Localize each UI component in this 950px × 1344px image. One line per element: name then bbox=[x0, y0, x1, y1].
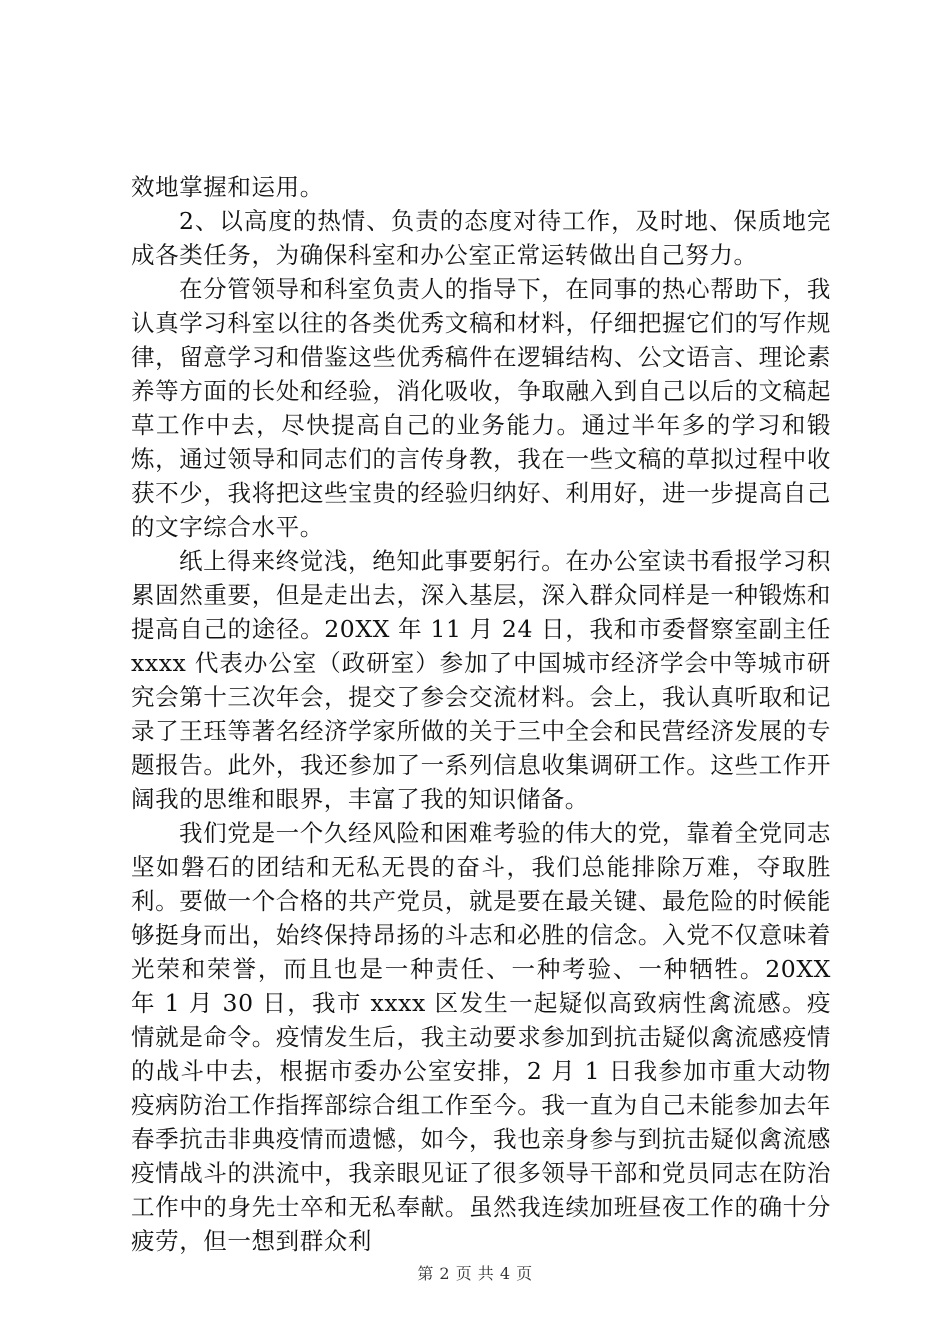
paragraph-practice: 纸上得来终觉浅，绝知此事要躬行。在办公室读书看报学习积累固然重要，但是走出去，深入基层，深入群众同样是一种锻炼和提高自己的途径。20XX 年 11 月 24 日，我和市委督察室副主任 xxxx 代表办公室（政研室）参加了中国城市经济学会中等城市研究会第十三次年会，提交了参会交流材料。会上，我认真听取和记录了王珏等著名经济学家所做的关于三中全会和民营经济发展的专题报告。此外，我还参加了一系列信息收集调研工作。这些工作开阔我的思维和眼界，丰富了我的知识储备。 bbox=[131, 547, 831, 813]
paragraph-party: 我们党是一个久经风险和困难考验的伟大的党，靠着全党同志坚如磐石的团结和无私无畏的奋斗，我们总能排除万难，夺取胜利。要做一个合格的共产党员，就是要在最关键、最危险的时候能够挺身而出，始终保持昂扬的斗志和必胜的信念。入党不仅意味着光荣和荣誉，而且也是一种责任、一种考验、一种牺牲。20XX 年 1 月 30 日，我市 xxxx 区发生一起疑似高致病性禽流感。疫情就是命令。疫情发生后，我主动要求参加到抗击疑似禽流感疫情的战斗中去，根据市委办公室安排，2 月 1 日我参加市重大动物疫病防治工作指挥部综合组工作至今。我一直为自己未能参加去年春季抗击非典疫情而遗憾，如今，我也亲身参与到抗击疑似禽流感疫情战斗的洪流中，我亲眼见证了很多领导干部和党员同志在防治工作中的身先士卒和无私奉献。虽然我连续加班昼夜工作的确十分疲劳，但一想到群众利 bbox=[131, 819, 831, 1255]
paragraph-continuation: 效地掌握和运用。 bbox=[131, 173, 324, 201]
page-footer: 第 2 页 共 4 页 bbox=[417, 1264, 533, 1283]
document-body bbox=[131, 170, 831, 1258]
paragraph-item-2: 2、以高度的热情、负责的态度对待工作，及时地、保质地完成各类任务，为确保科室和办公室正常运转做出自己努力。 bbox=[131, 207, 831, 269]
paragraph-study: 在分管领导和科室负责人的指导下，在同事的热心帮助下，我认真学习科室以往的各类优秀文稿和材料，仔细把握它们的写作规律，留意学习和借鉴这些优秀稿件在逻辑结构、公文语言、理论素养等方面的长处和经验，消化吸收，争取融入到自己以后的文稿起草工作中去，尽快提高自己的业务能力。通过半年多的学习和锻炼，通过领导和同志们的言传身教，我在一些文稿的草拟过程中收获不少，我将把这些宝贵的经验归纳好、利用好，进一步提高自己的文字综合水平。 bbox=[131, 275, 831, 541]
